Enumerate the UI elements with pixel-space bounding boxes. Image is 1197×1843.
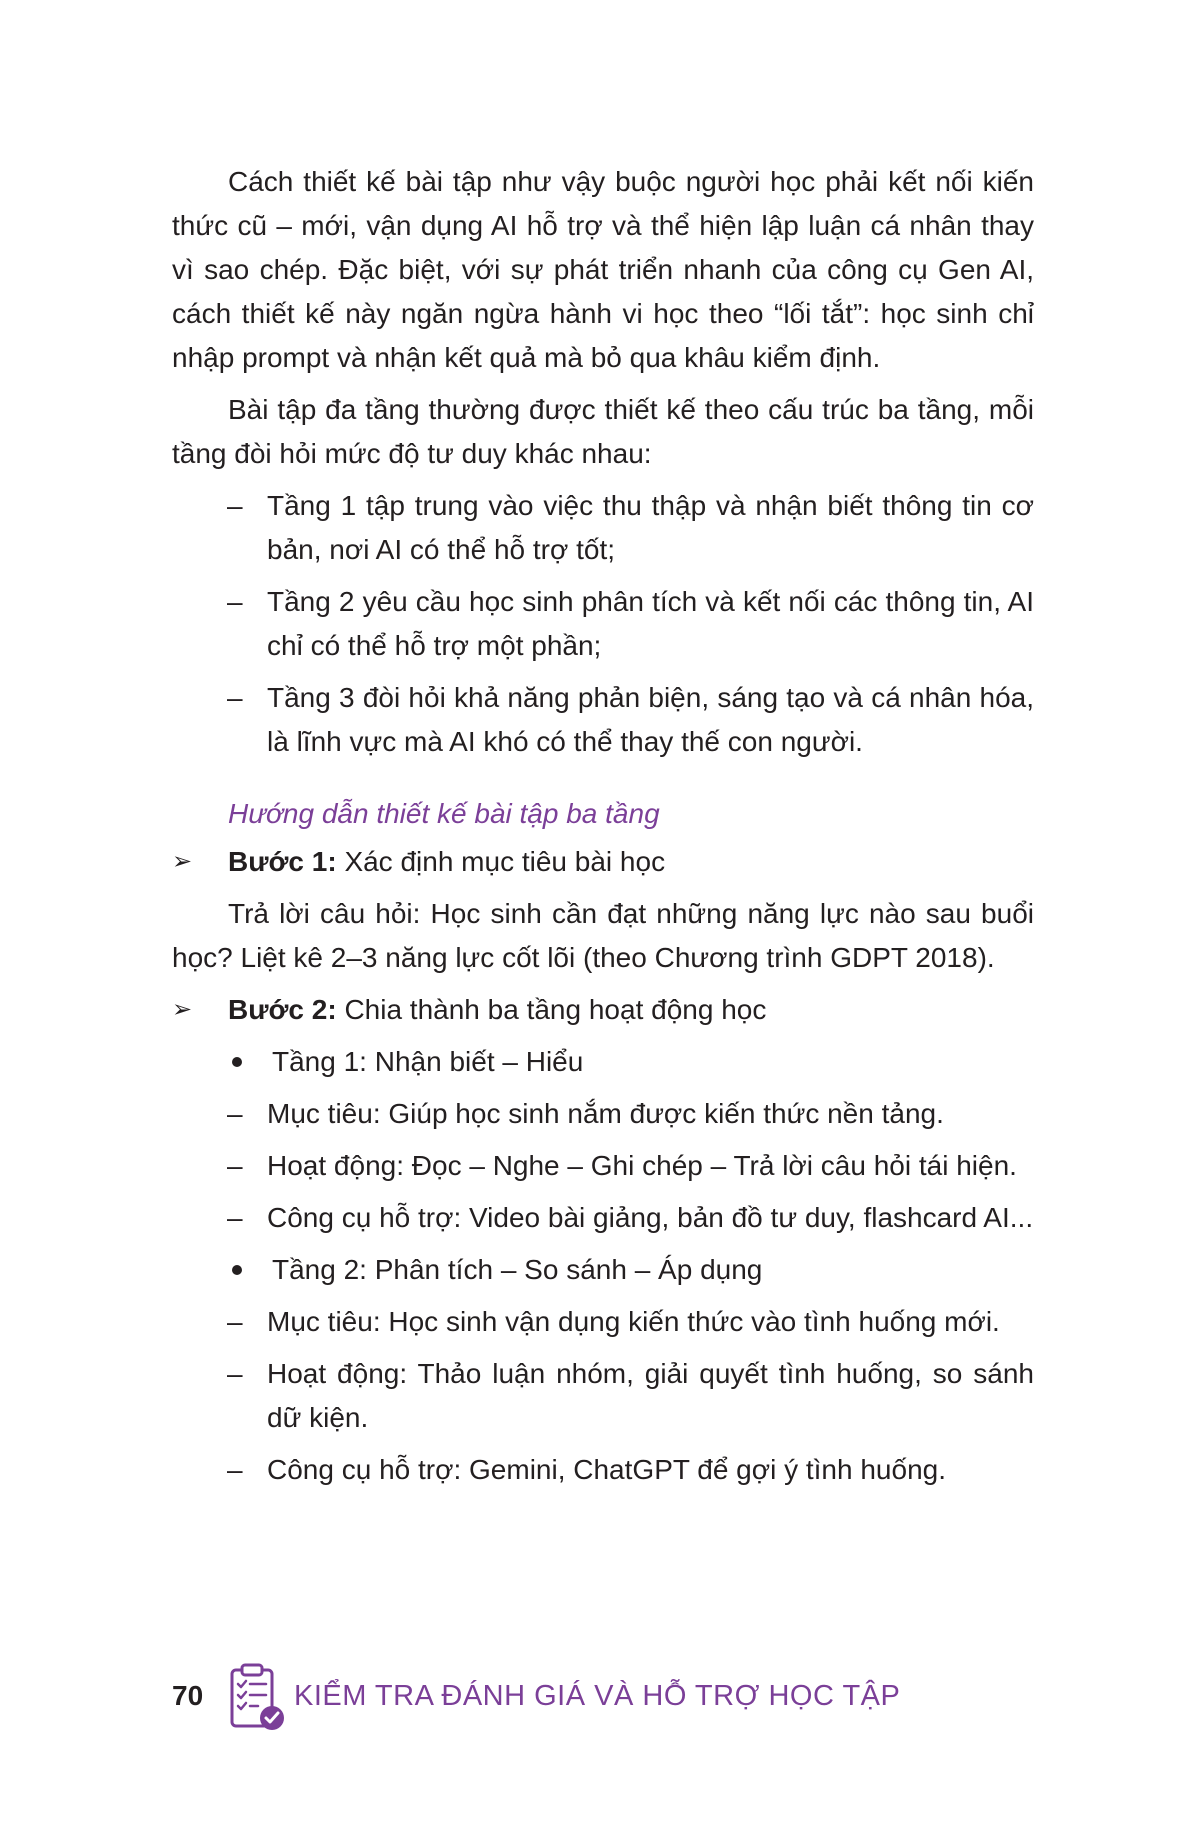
step-2 [172, 988, 1034, 1032]
tier-2-item [172, 1352, 1034, 1440]
tier-1-item-text: Hoạt động: Đọc – Nghe – Ghi chép – Trả lời câu hỏi tái hiện. [267, 1150, 1017, 1181]
tier-1-title-text: Tầng 1: Nhận biết – Hiểu [272, 1046, 584, 1077]
tier-1-item-text: Mục tiêu: Giúp học sinh nắm được kiến thức nền tảng. [267, 1098, 944, 1129]
paragraph-structure: Bài tập đa tầng thường được thiết kế theo cấu trúc ba tầng, mỗi tầng đòi hỏi mức độ tư duy khác nhau: [172, 394, 1034, 469]
bullet-dot-icon [232, 1057, 242, 1067]
tier-list-item [172, 676, 1034, 764]
dash-marker: – [227, 1098, 243, 1129]
tier-list-item [172, 484, 1034, 572]
tier-2-item-text: Công cụ hỗ trợ: Gemini, ChatGPT để gợi ý tình huống. [267, 1454, 946, 1485]
tier-1-item [172, 1144, 1034, 1188]
page-body [172, 160, 1034, 1500]
dash-marker: – [227, 682, 243, 713]
step-1 [172, 840, 1034, 884]
tier-2-title-text: Tầng 2: Phân tích – So sánh – Áp dụng [272, 1254, 763, 1285]
step-1-detail: Trả lời câu hỏi: Học sinh cần đạt những năng lực nào sau buổi học? Liệt kê 2–3 năng lực cốt lõi (theo Chương trình GDPT 2018). [172, 898, 1034, 973]
page-number: 70 [172, 1680, 204, 1711]
tier-2-item [172, 1300, 1034, 1344]
tier-1-item [172, 1196, 1034, 1240]
footer-title: KIỂM TRA ĐÁNH GIÁ VÀ HỖ TRỢ HỌC TẬP [294, 1680, 901, 1712]
tier-1-item [172, 1092, 1034, 1136]
page-footer [172, 1662, 1052, 1734]
tier-1-item-text: Công cụ hỗ trợ: Video bài giảng, bản đồ tư duy, flashcard AI... [267, 1202, 1034, 1233]
tier-2-item [172, 1448, 1034, 1492]
tier-list-text: Tầng 1 tập trung vào việc thu thập và nhận biết thông tin cơ bản, nơi AI có thể hỗ trợ tốt; [267, 490, 1034, 565]
tier-list-text: Tầng 3 đòi hỏi khả năng phản biện, sáng tạo và cá nhân hóa, là lĩnh vực mà AI khó có thể thay thế con người. [267, 682, 1034, 757]
tier-list-text: Tầng 2 yêu cầu học sinh phân tích và kết nối các thông tin, AI chỉ có thể hỗ trợ một phần; [267, 586, 1034, 661]
step-1-text: Xác định mục tiêu bài học [344, 846, 666, 877]
paragraph-intro: Cách thiết kế bài tập như vậy buộc người học phải kết nối kiến thức cũ – mới, vận dụng AI hỗ trợ và thể hiện lập luận cá nhân thay vì sao chép. Đặc biệt, với sự phát triển nhanh của công cụ Gen AI, cách thiết kế này ngăn ngừa hành vi học theo “lối tắt”: học sinh chỉ nhập prompt và nhận kết quả mà bỏ qua khâu kiểm định. [172, 166, 1034, 373]
tier-2-item-text: Mục tiêu: Học sinh vận dụng kiến thức vào tình huống mới. [267, 1306, 1000, 1337]
arrow-bullet-icon: ➢ [172, 848, 193, 875]
tier-1-title [172, 1040, 1034, 1084]
dash-marker: – [227, 1150, 243, 1181]
dash-marker: – [227, 586, 243, 617]
dash-marker: – [227, 1306, 243, 1337]
section-heading: Hướng dẫn thiết kế bài tập ba tầng [228, 798, 660, 829]
step-1-label: Bước 1: [228, 846, 337, 877]
bullet-dot-icon [232, 1265, 242, 1275]
dash-marker: – [227, 1454, 243, 1485]
step-2-text: Chia thành ba tầng hoạt động học [344, 994, 767, 1025]
dash-marker: – [227, 1202, 243, 1233]
dash-marker: – [227, 490, 243, 521]
arrow-bullet-icon: ➢ [172, 996, 193, 1023]
tier-2-title [172, 1248, 1034, 1292]
dash-marker: – [227, 1358, 243, 1389]
tier-list-item [172, 580, 1034, 668]
clipboard-check-icon [228, 1662, 288, 1734]
tier-2-item-text: Hoạt động: Thảo luận nhóm, giải quyết tình huống, so sánh dữ kiện. [267, 1358, 1034, 1433]
step-2-label: Bước 2: [228, 994, 337, 1025]
